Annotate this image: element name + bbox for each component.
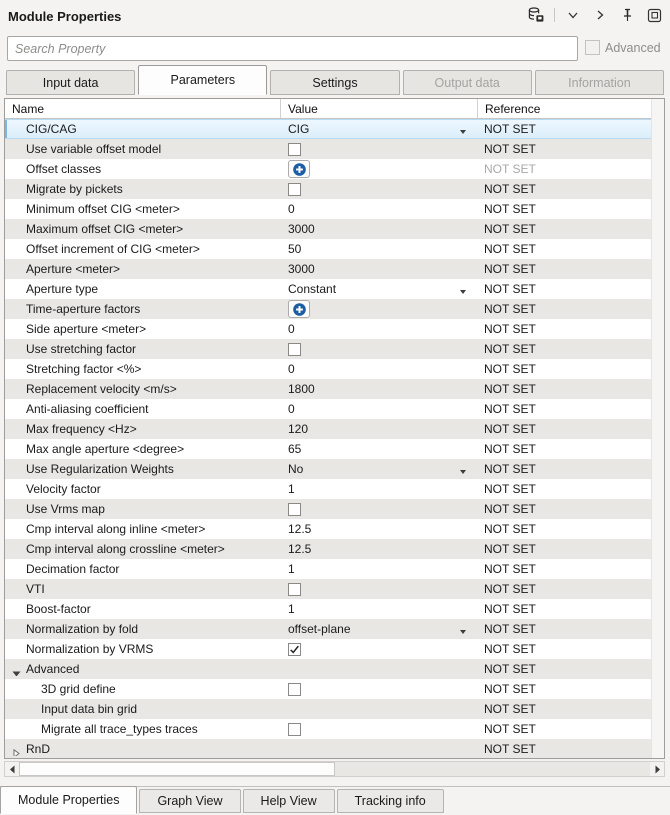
- reference-value: NOT SET: [484, 242, 536, 256]
- table-row[interactable]: [5, 239, 651, 259]
- restore-icon[interactable]: [645, 6, 663, 24]
- reference-value: NOT SET: [484, 602, 536, 616]
- dropdown-arrow-icon[interactable]: [460, 470, 466, 474]
- view-tab-help-view[interactable]: Help View: [243, 789, 335, 813]
- dropdown-value[interactable]: Constant: [288, 282, 337, 296]
- value-text: 50: [288, 242, 302, 256]
- advanced-checkbox: [585, 40, 600, 55]
- value-text: 1: [288, 482, 295, 496]
- column-header-reference[interactable]: Reference: [485, 102, 541, 116]
- scroll-right-icon[interactable]: [650, 762, 664, 776]
- scroll-left-icon[interactable]: [5, 762, 19, 776]
- toolbar-separator: [554, 8, 555, 22]
- table-row[interactable]: [5, 159, 651, 179]
- reference-value: NOT SET: [484, 422, 536, 436]
- table-row[interactable]: [5, 139, 651, 159]
- header-toolbar: [527, 6, 663, 24]
- property-name: Maximum offset CIG <meter>: [26, 222, 184, 236]
- table-row[interactable]: [5, 399, 651, 419]
- property-name: RnD: [26, 742, 51, 756]
- table-row[interactable]: [5, 419, 651, 439]
- value-checkbox[interactable]: [288, 183, 301, 196]
- property-name: Side aperture <meter>: [26, 322, 147, 336]
- reference-value: NOT SET: [484, 342, 536, 356]
- reference-value: NOT SET: [484, 642, 536, 656]
- property-name: Boost-factor: [26, 602, 91, 616]
- property-name: Cmp interval along crossline <meter>: [26, 542, 225, 556]
- collapsed-triangle-icon[interactable]: [12, 747, 21, 756]
- reference-value: NOT SET: [484, 222, 536, 236]
- data-store-icon[interactable]: [527, 6, 545, 24]
- table-row[interactable]: [5, 439, 651, 459]
- value-checkbox[interactable]: [288, 583, 301, 596]
- scrollbar-thumb[interactable]: [19, 762, 335, 776]
- add-item-button[interactable]: [288, 160, 310, 178]
- property-name: 3D grid define: [41, 682, 116, 696]
- table-row[interactable]: [5, 459, 651, 479]
- value-checkbox[interactable]: [288, 723, 301, 736]
- reference-value: NOT SET: [484, 482, 536, 496]
- property-name: CIG/CAG: [26, 122, 77, 136]
- property-name: Use stretching factor: [26, 342, 137, 356]
- value-text: 0: [288, 202, 295, 216]
- tab-input-data[interactable]: Input data: [6, 70, 135, 95]
- dropdown-arrow-icon[interactable]: [460, 630, 466, 634]
- reference-value: NOT SET: [484, 162, 536, 176]
- value-text: 12.5: [288, 522, 312, 536]
- property-name: Use variable offset model: [26, 142, 162, 156]
- value-text: 120: [288, 422, 309, 436]
- table-row[interactable]: [5, 359, 651, 379]
- table-row[interactable]: [5, 219, 651, 239]
- property-name: Offset increment of CIG <meter>: [26, 242, 200, 256]
- table-row[interactable]: [5, 499, 651, 519]
- table-row[interactable]: [5, 739, 651, 759]
- reference-value: NOT SET: [484, 502, 536, 516]
- property-name: Use Regularization Weights: [26, 462, 174, 476]
- tab-settings[interactable]: Settings: [270, 70, 399, 95]
- value-checkbox[interactable]: [288, 343, 301, 356]
- table-row[interactable]: [5, 639, 651, 659]
- property-name: Normalization by fold: [26, 622, 139, 636]
- vertical-scrollbar-gutter[interactable]: [651, 99, 664, 758]
- tab-output-data: Output data: [403, 70, 532, 95]
- value-text: 3000: [288, 222, 315, 236]
- table-row[interactable]: [5, 719, 651, 739]
- tab-information: Information: [535, 70, 664, 95]
- table-row[interactable]: [5, 279, 651, 299]
- search-row: [0, 36, 670, 62]
- property-name: Cmp interval along inline <meter>: [26, 522, 206, 536]
- reference-value: NOT SET: [484, 622, 536, 636]
- value-text: 3000: [288, 262, 315, 276]
- reference-value: NOT SET: [484, 122, 536, 136]
- property-table: [4, 98, 665, 759]
- table-row[interactable]: [5, 539, 651, 559]
- value-text: 1800: [288, 382, 315, 396]
- chevron-down-icon[interactable]: [564, 6, 582, 24]
- search-input[interactable]: [7, 36, 578, 61]
- horizontal-scrollbar[interactable]: [4, 761, 665, 777]
- column-header-value[interactable]: Value: [281, 99, 478, 118]
- reference-value: NOT SET: [484, 282, 536, 296]
- reference-value: NOT SET: [484, 322, 536, 336]
- reference-value: NOT SET: [484, 682, 536, 696]
- value-text: 65: [288, 442, 302, 456]
- dropdown-arrow-icon[interactable]: [460, 130, 466, 134]
- tab-parameters[interactable]: Parameters: [138, 65, 267, 95]
- table-row[interactable]: [5, 299, 651, 319]
- value-text: 0: [288, 402, 295, 416]
- view-header: [0, 0, 670, 32]
- property-table-body: [5, 119, 664, 759]
- property-name: Advanced: [26, 662, 80, 676]
- view-tab-bar: [0, 786, 670, 815]
- property-name: Aperture <meter>: [26, 262, 121, 276]
- property-name: Aperture type: [26, 282, 99, 296]
- value-checkbox[interactable]: [288, 683, 301, 696]
- property-name: Use Vrms map: [26, 502, 105, 516]
- reference-value: NOT SET: [484, 702, 536, 716]
- dropdown-value[interactable]: offset-plane: [288, 622, 351, 636]
- value-checkbox[interactable]: [288, 643, 301, 656]
- property-name: Stretching factor <%>: [26, 362, 142, 376]
- expand-right-icon[interactable]: [591, 6, 609, 24]
- dropdown-arrow-icon[interactable]: [460, 290, 466, 294]
- property-tab-bar: [6, 65, 664, 95]
- page-title: Module Properties: [8, 9, 122, 24]
- value-text: 12.5: [288, 542, 312, 556]
- reference-value: NOT SET: [484, 542, 536, 556]
- reference-value: NOT SET: [484, 562, 536, 576]
- table-row[interactable]: [5, 259, 651, 279]
- reference-value: NOT SET: [484, 742, 536, 756]
- reference-value: NOT SET: [484, 302, 536, 316]
- value-text: 0: [288, 362, 295, 376]
- table-row[interactable]: [5, 519, 651, 539]
- advanced-toggle: [585, 40, 661, 55]
- property-name: Input data bin grid: [41, 702, 138, 716]
- view-tab-graph-view[interactable]: Graph View: [139, 789, 240, 813]
- property-name: Offset classes: [26, 162, 102, 176]
- property-name: VTI: [26, 582, 45, 596]
- table-row[interactable]: [5, 179, 651, 199]
- value-checkbox[interactable]: [288, 143, 301, 156]
- table-row[interactable]: [5, 119, 651, 139]
- property-name: Max angle aperture <degree>: [26, 442, 185, 456]
- value-checkbox[interactable]: [288, 503, 301, 516]
- table-header: [5, 99, 651, 119]
- add-item-button[interactable]: [288, 300, 310, 318]
- table-row[interactable]: [5, 199, 651, 219]
- table-row[interactable]: [5, 319, 651, 339]
- value-text: 1: [288, 602, 295, 616]
- reference-value: NOT SET: [484, 362, 536, 376]
- advanced-label: Advanced: [605, 40, 661, 55]
- property-name: Max frequency <Hz>: [26, 422, 137, 436]
- reference-value: NOT SET: [484, 202, 536, 216]
- property-name: Time-aperture factors: [26, 302, 141, 316]
- table-row[interactable]: [5, 679, 651, 699]
- property-name: Normalization by VRMS: [26, 642, 154, 656]
- reference-value: NOT SET: [484, 182, 536, 196]
- reference-value: NOT SET: [484, 722, 536, 736]
- view-tab-module-properties[interactable]: Module Properties: [0, 786, 137, 814]
- table-row[interactable]: [5, 559, 651, 579]
- reference-value: NOT SET: [484, 142, 536, 156]
- value-text: 1: [288, 562, 295, 576]
- reference-value: NOT SET: [484, 442, 536, 456]
- property-name: Minimum offset CIG <meter>: [26, 202, 180, 216]
- property-name: Velocity factor: [26, 482, 101, 496]
- value-text: 0: [288, 322, 295, 336]
- reference-value: NOT SET: [484, 262, 536, 276]
- table-row[interactable]: [5, 479, 651, 499]
- reference-value: NOT SET: [484, 402, 536, 416]
- pin-icon[interactable]: [618, 6, 636, 24]
- table-row[interactable]: [5, 339, 651, 359]
- reference-value: NOT SET: [484, 582, 536, 596]
- reference-value: NOT SET: [484, 662, 536, 676]
- expanded-triangle-icon[interactable]: [12, 667, 21, 676]
- reference-value: NOT SET: [484, 522, 536, 536]
- property-name: Migrate all trace_types traces: [41, 722, 198, 736]
- dropdown-value[interactable]: CIG: [288, 122, 310, 136]
- table-row[interactable]: [5, 699, 651, 719]
- property-name: Migrate by pickets: [26, 182, 123, 196]
- property-name: Decimation factor: [26, 562, 120, 576]
- dropdown-value[interactable]: No: [288, 462, 304, 476]
- table-row[interactable]: [5, 579, 651, 599]
- view-tab-tracking-info[interactable]: Tracking info: [337, 789, 444, 813]
- table-row[interactable]: [5, 659, 651, 679]
- table-row[interactable]: [5, 599, 651, 619]
- column-header-name[interactable]: Name: [5, 99, 281, 118]
- table-row[interactable]: [5, 379, 651, 399]
- property-name: Replacement velocity <m/s>: [26, 382, 177, 396]
- reference-value: NOT SET: [484, 462, 536, 476]
- reference-value: NOT SET: [484, 382, 536, 396]
- property-name: Anti-aliasing coefficient: [26, 402, 149, 416]
- table-row[interactable]: [5, 619, 651, 639]
